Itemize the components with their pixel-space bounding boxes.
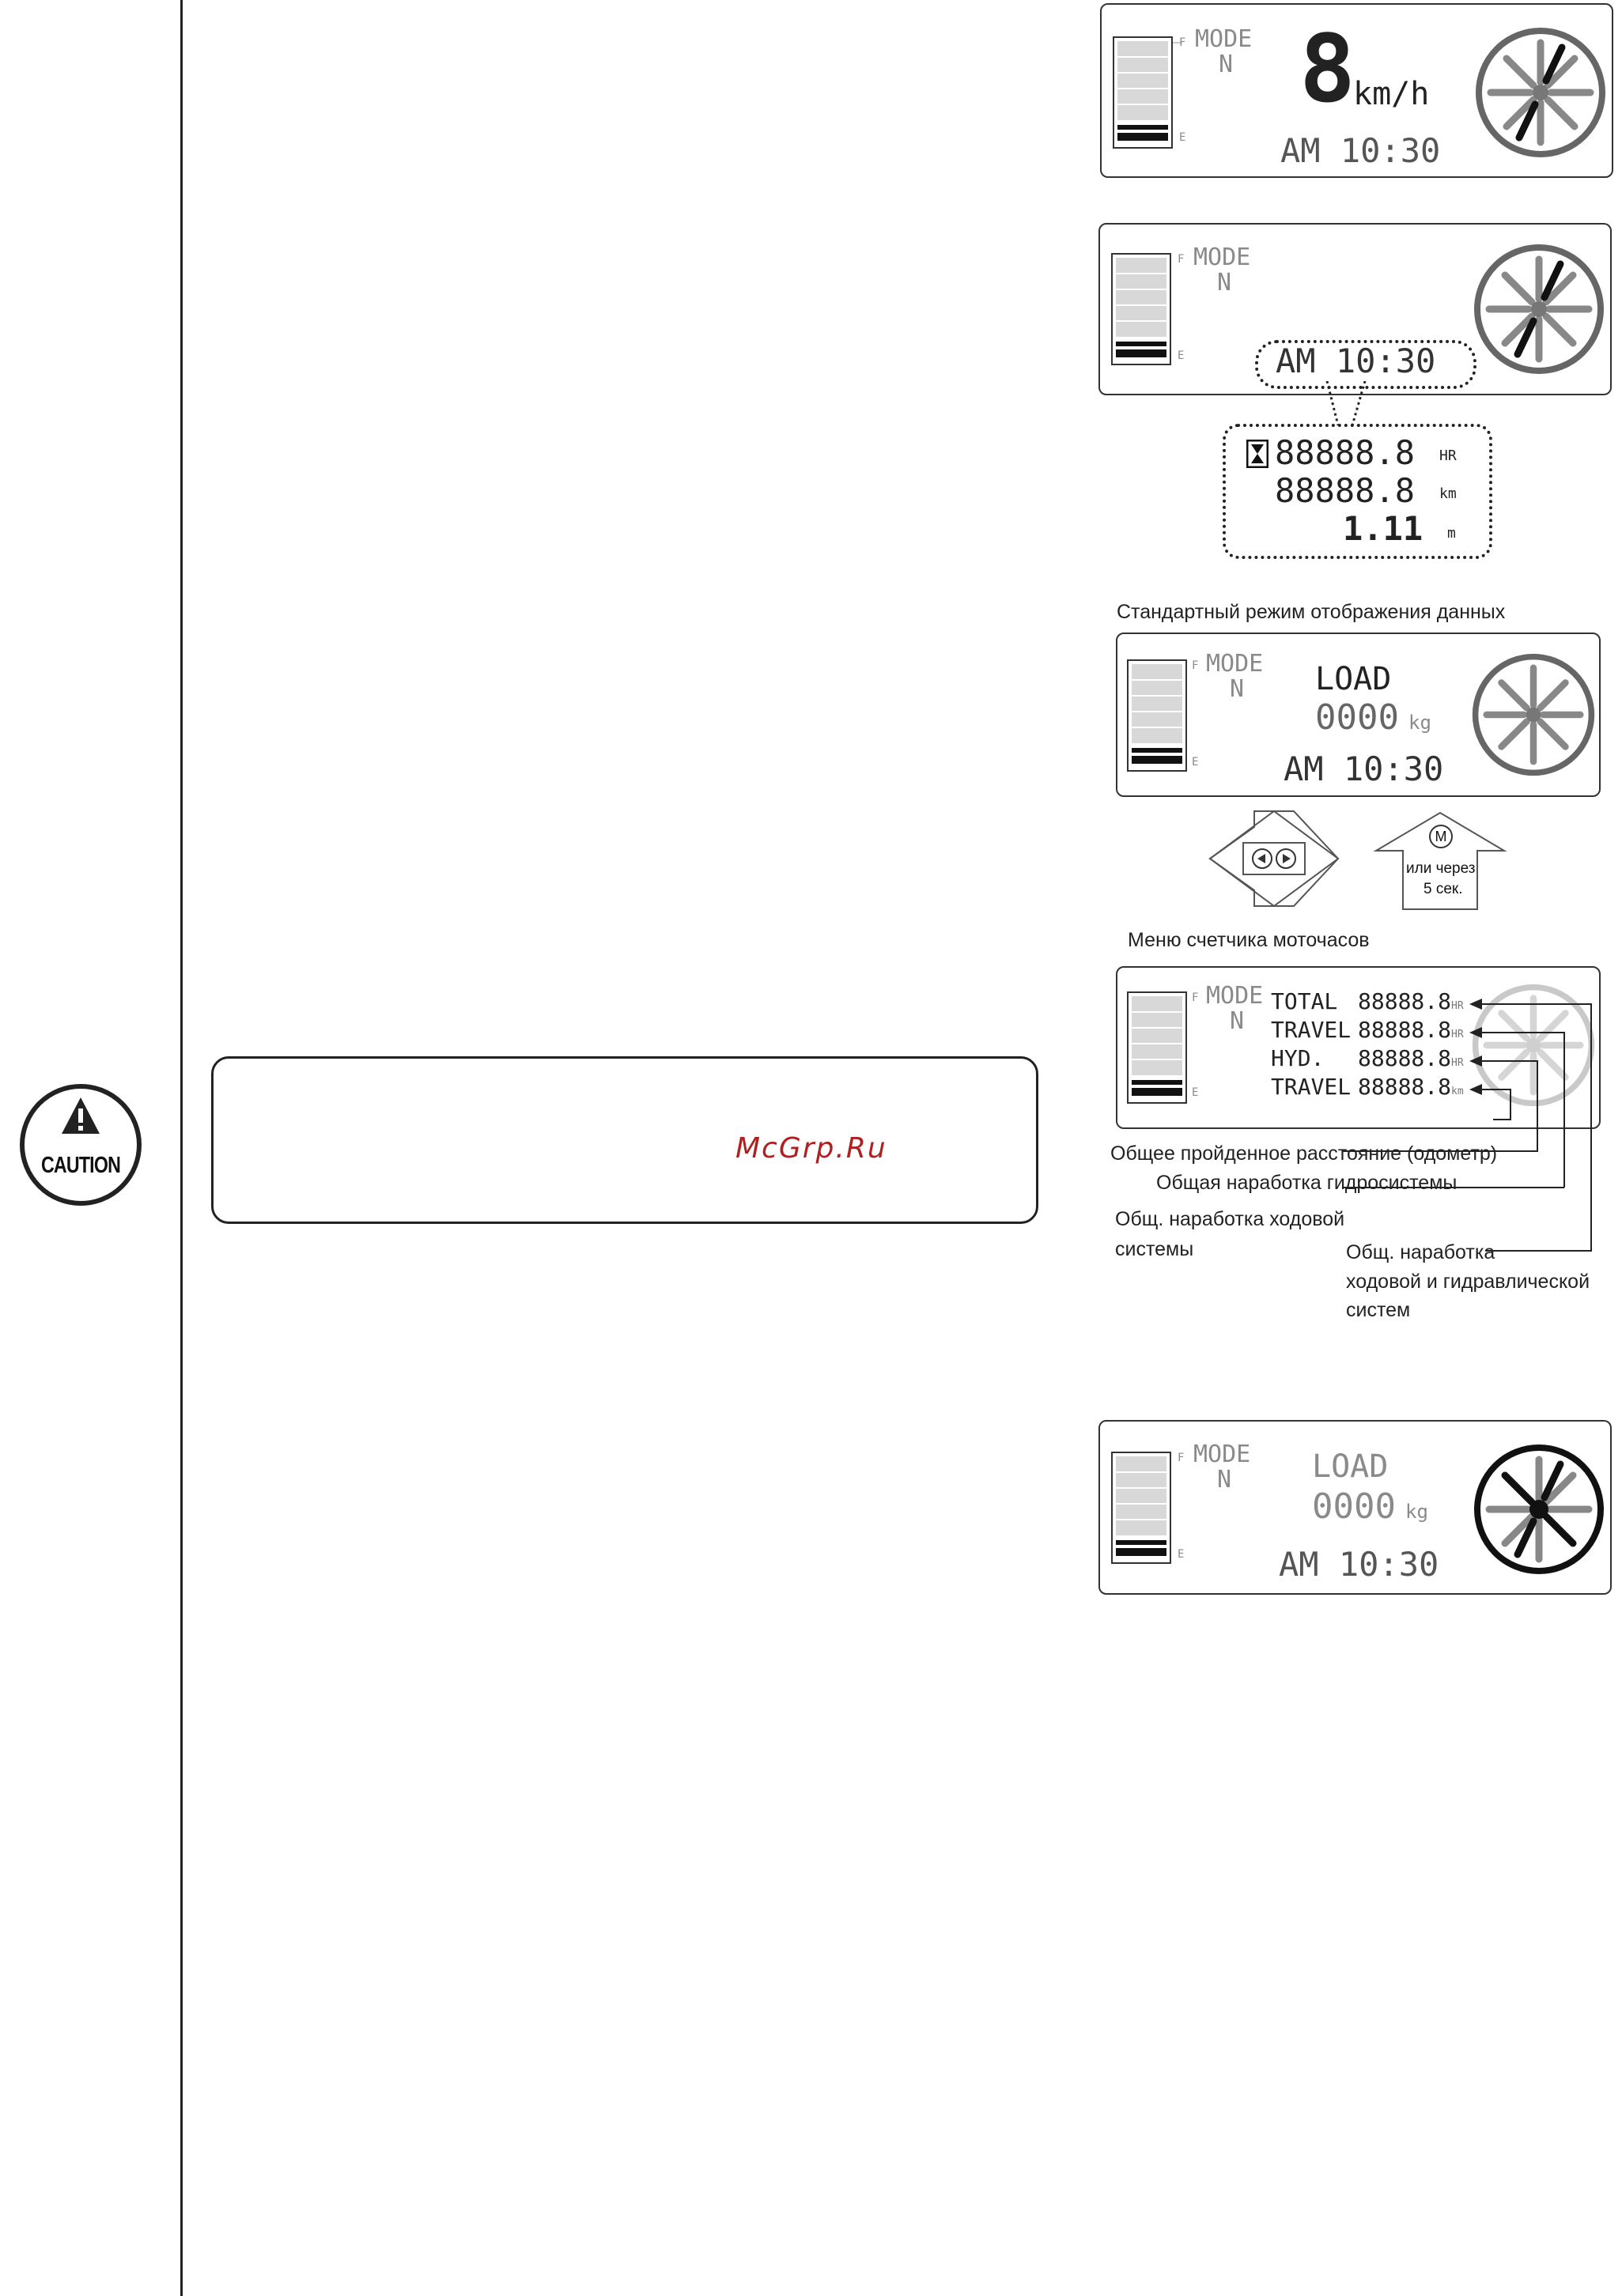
e-marker: E: [1179, 131, 1186, 144]
row-value: 88888.8: [1358, 1017, 1452, 1043]
m-unit: m: [1447, 525, 1456, 542]
row-label: HYD.: [1271, 1045, 1325, 1071]
row-unit: km: [1451, 1086, 1464, 1097]
speed-unit: km/h: [1353, 76, 1430, 112]
gear-label: N: [1217, 269, 1232, 296]
gear-label: N: [1219, 51, 1234, 78]
callout-travel-hours-line2: системы: [1115, 1238, 1194, 1260]
display-load: [1116, 633, 1601, 797]
clock: AM 10:30: [1284, 750, 1444, 788]
display-speed: [1100, 3, 1613, 178]
page-margin-line: [180, 0, 183, 2296]
row-value: 88888.8: [1358, 1045, 1452, 1071]
e-marker: E: [1192, 1086, 1199, 1099]
f-marker: F: [1192, 659, 1199, 672]
callout-odometer: Общее пройденное расстояние (одометр): [1110, 1142, 1498, 1165]
row-unit: HR: [1451, 1057, 1464, 1069]
weight-value: 0000: [1315, 697, 1399, 738]
watermark: McGrp.Ru: [735, 1132, 887, 1165]
gear-label: N: [1217, 1466, 1232, 1494]
steering-wheel-icon: [1472, 1442, 1606, 1577]
gear-label: N: [1230, 1007, 1245, 1035]
gear-label: N: [1230, 675, 1245, 703]
display-clock: [1098, 223, 1612, 395]
or-after-label: или через: [1406, 860, 1476, 877]
row-label: TRAVEL: [1271, 1074, 1352, 1100]
hour-meter-value: 88888.8: [1275, 433, 1416, 472]
left-right-buttons-arrow: [1207, 808, 1341, 909]
fuel-gauge-icon: [1111, 1452, 1185, 1570]
caution-label: CAUTION: [40, 1153, 121, 1178]
mode-label: MODE: [1206, 650, 1264, 678]
odometer-popup: [1223, 424, 1492, 559]
speed-value: 8: [1299, 14, 1356, 123]
hour-meter-unit: HR: [1439, 447, 1457, 464]
callout-total-hours-line1: Общ. наработка: [1346, 1241, 1495, 1263]
steering-wheel-icon: [1472, 242, 1606, 376]
row-value: 88888.8: [1358, 1074, 1452, 1100]
clock: AM 10:30: [1279, 1545, 1439, 1584]
m-value: 1.11: [1343, 509, 1424, 548]
caution-box: [211, 1056, 1038, 1224]
weight-unit: kg: [1405, 1501, 1428, 1523]
clock: AM 10:30: [1280, 131, 1441, 170]
e-marker: E: [1192, 756, 1199, 768]
popup-connector: [1321, 381, 1384, 429]
row-label: TOTAL: [1271, 988, 1338, 1014]
row-value: 88888.8: [1358, 988, 1452, 1014]
row-unit: HR: [1451, 1000, 1464, 1012]
callout-hyd-hours: Общая наработка гидросистемы: [1156, 1172, 1458, 1194]
steering-wheel-icon: [1473, 25, 1608, 160]
row-unit: HR: [1451, 1029, 1464, 1040]
f-marker: F: [1178, 1452, 1185, 1464]
mode-label: MODE: [1195, 25, 1253, 53]
e-marker: E: [1178, 349, 1185, 362]
weight-value: 0000: [1312, 1486, 1396, 1527]
fuel-gauge-icon: [1111, 253, 1185, 372]
load-label: LOAD: [1315, 661, 1392, 697]
mode-button-icon: M: [1429, 825, 1453, 848]
callout-total-hours-line3: систем: [1346, 1299, 1411, 1321]
mode-label: MODE: [1206, 982, 1264, 1010]
weight-unit: kg: [1408, 712, 1431, 734]
fuel-gauge-icon: [1113, 36, 1184, 155]
f-marker: F: [1179, 36, 1186, 49]
hourglass-icon: [1246, 440, 1268, 468]
mode-label: MODE: [1193, 1441, 1251, 1468]
row-label: TRAVEL: [1271, 1017, 1352, 1043]
f-marker: F: [1178, 253, 1185, 266]
e-marker: E: [1178, 1548, 1185, 1561]
hour-meter-menu-caption: Меню счетчика моточасов: [1128, 929, 1370, 951]
display-load-dim: [1098, 1420, 1612, 1595]
standard-mode-caption: Стандартный режим отображения данных: [1117, 601, 1506, 623]
steering-wheel-icon: [1470, 651, 1597, 778]
km-unit: km: [1439, 485, 1457, 502]
mode-label: MODE: [1193, 244, 1251, 271]
load-label: LOAD: [1312, 1448, 1389, 1485]
f-marker: F: [1192, 991, 1199, 1004]
callout-total-hours-line2: ходовой и гидравлической: [1346, 1271, 1590, 1293]
km-value: 88888.8: [1275, 471, 1416, 510]
five-sec-label: 5 сек.: [1424, 881, 1463, 897]
caution-icon: [17, 1082, 144, 1208]
fuel-gauge-icon: [1127, 659, 1198, 778]
clock: AM 10:30: [1276, 342, 1436, 380]
callout-travel-hours-line1: Общ. наработка ходовой: [1115, 1208, 1345, 1230]
